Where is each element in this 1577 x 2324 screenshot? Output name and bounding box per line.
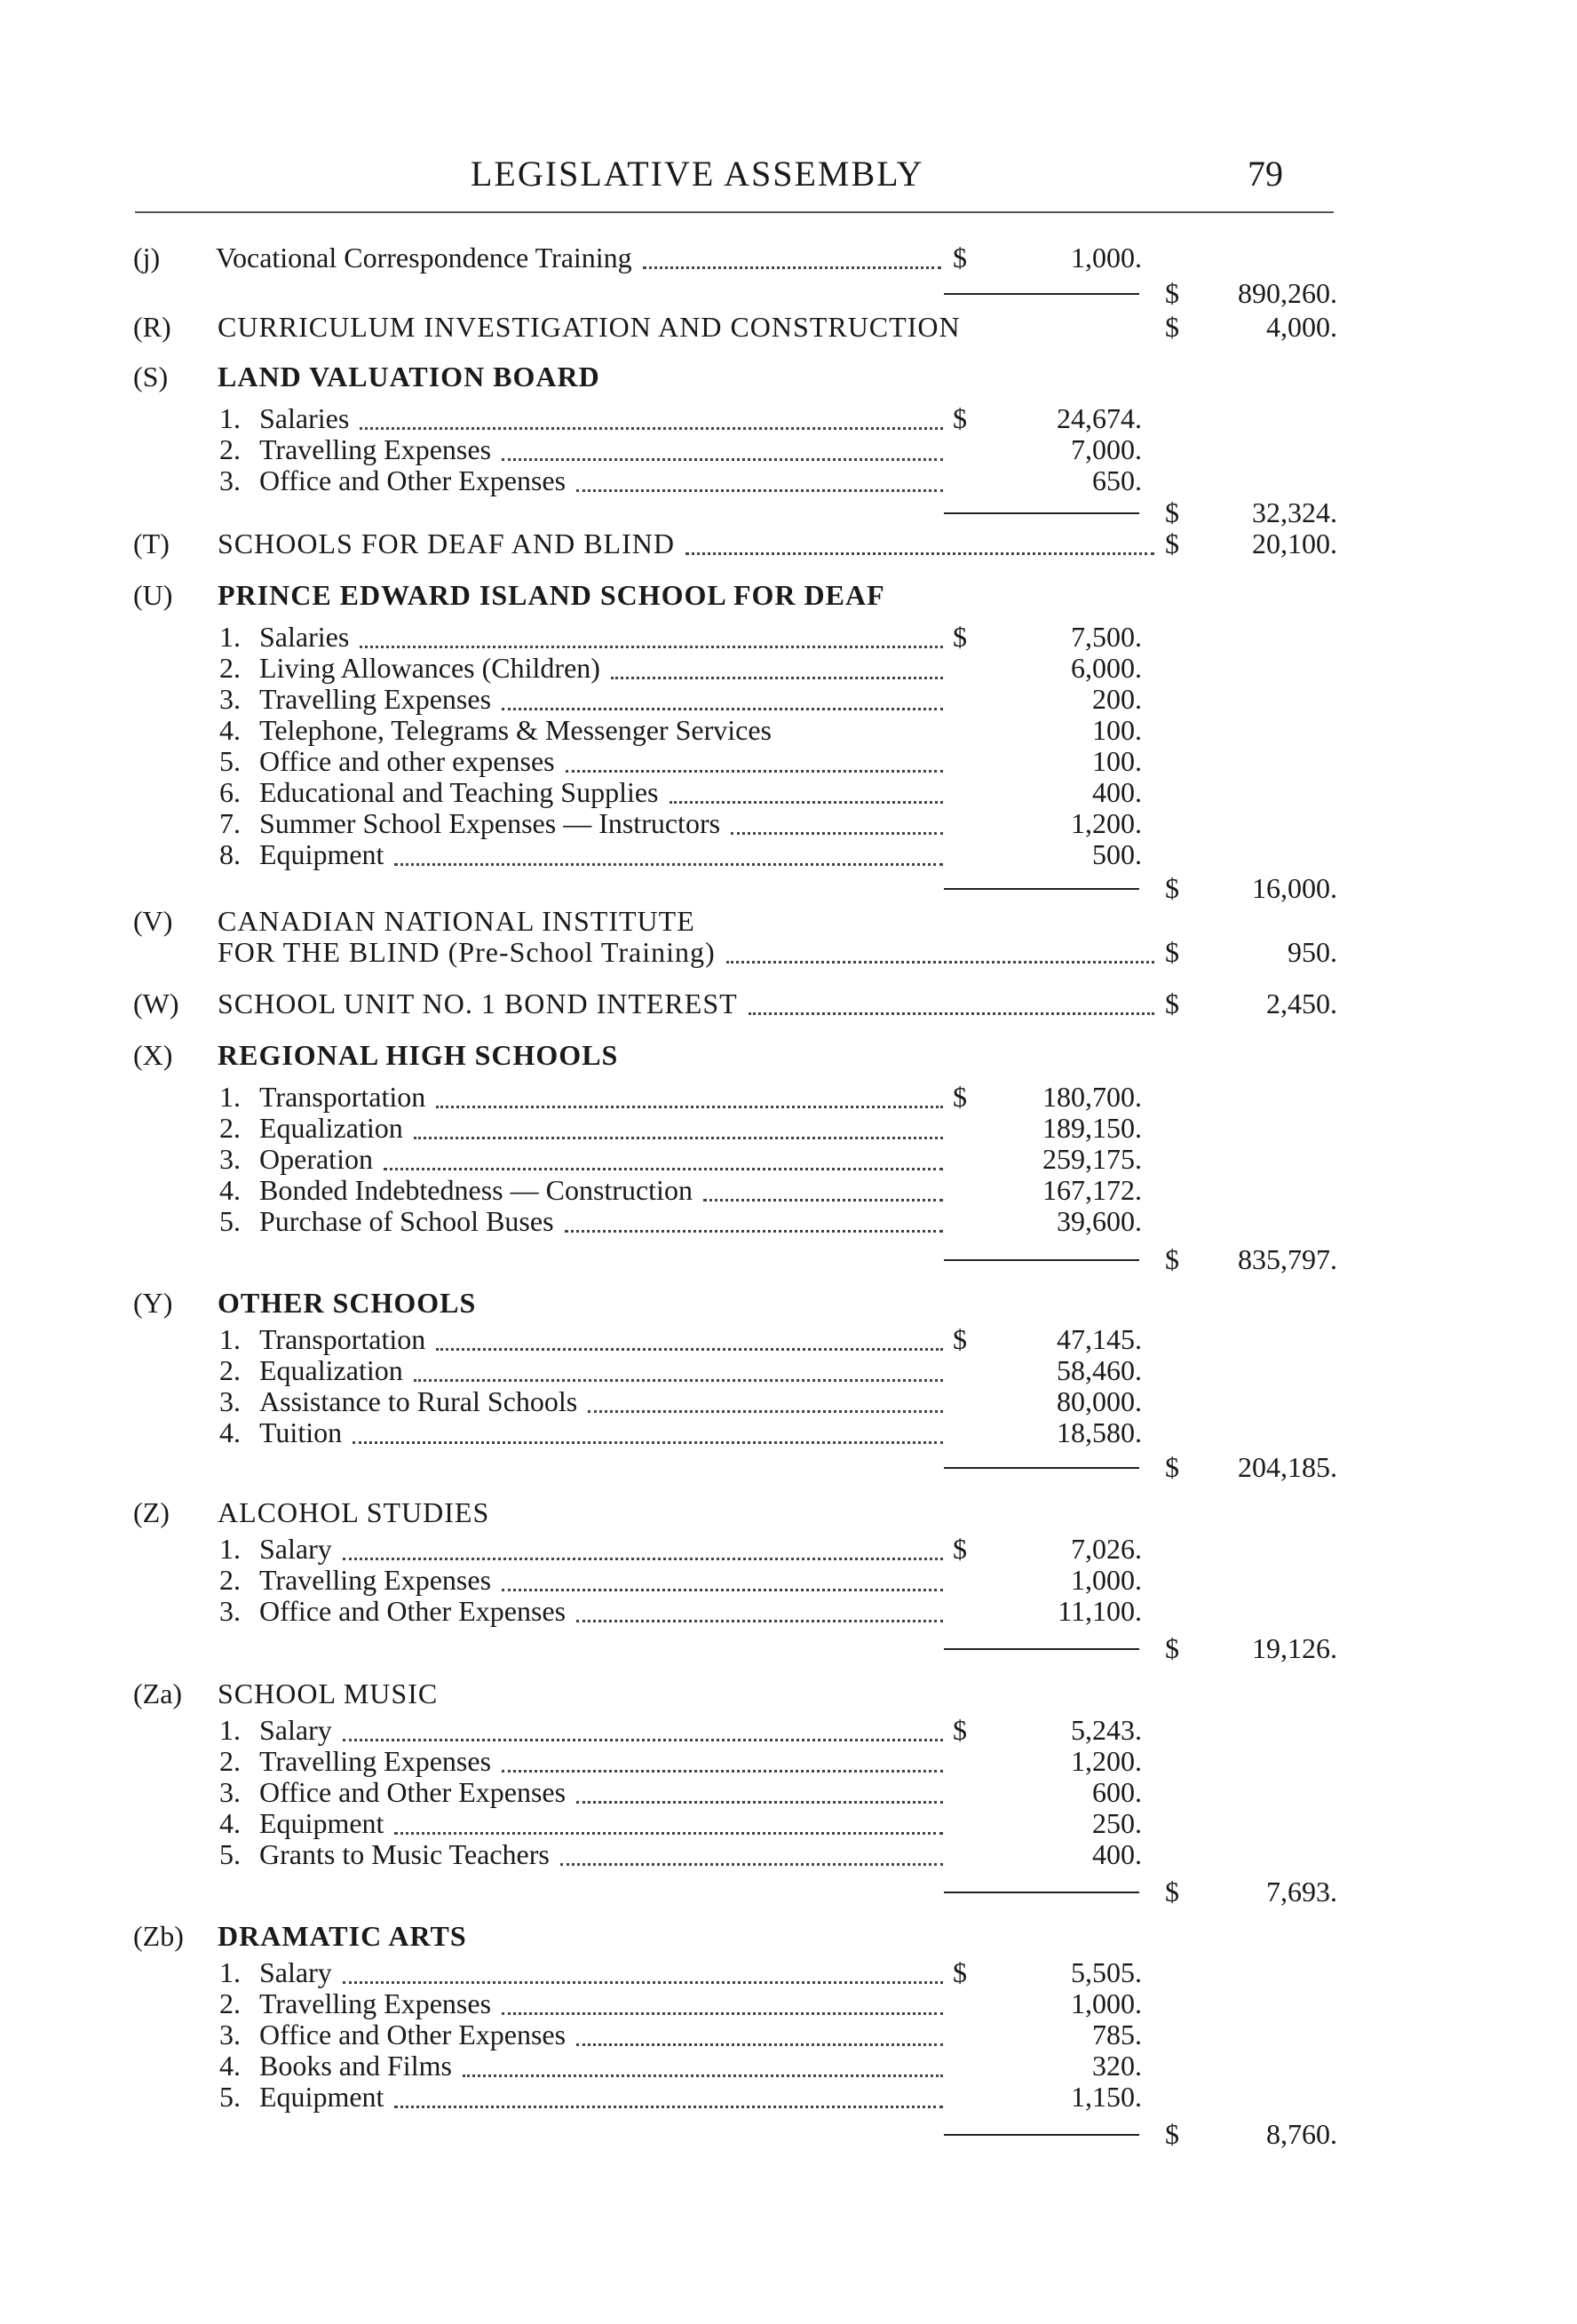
ledger-row-heading	[0, 1920, 1577, 1952]
item-number: 2.	[219, 1112, 241, 1144]
ledger-row-total	[0, 2118, 1577, 2150]
item-label: Equipment	[259, 1807, 384, 1839]
item-number: 2.	[219, 1354, 241, 1386]
dollar-sign: $	[1165, 1451, 1179, 1483]
item-amount: 189,150.	[1042, 1112, 1142, 1144]
subtotal-rule	[944, 1892, 1139, 1893]
section-total: 8,760.	[1266, 2118, 1337, 2150]
item-number: 1.	[219, 1956, 241, 1988]
section-letter: (V)	[133, 905, 173, 937]
section-total: 7,693.	[1266, 1876, 1337, 1908]
dollar-sign: $	[1165, 311, 1179, 343]
dot-leader	[670, 797, 944, 804]
ledger-row-heading	[0, 1496, 1577, 1528]
dot-leader	[502, 1585, 943, 1591]
item-amount: 180,700.	[1042, 1081, 1142, 1113]
item-amount: 785.	[1092, 2019, 1142, 2050]
item-amount: 1,200.	[1071, 1745, 1142, 1777]
ledger-row-item	[0, 745, 1577, 777]
item-amount: 7,000.	[1071, 433, 1142, 465]
ledger-row-item	[0, 1807, 1577, 1839]
section-total: 204,185.	[1238, 1451, 1337, 1483]
ledger-row-item	[0, 683, 1577, 715]
header-rule	[135, 211, 1334, 213]
dot-leader	[414, 1133, 943, 1139]
ledger-row-item	[0, 1081, 1577, 1113]
ledger-row-item	[0, 1385, 1577, 1417]
item-amount: 100.	[1092, 745, 1142, 777]
dot-leader	[611, 673, 943, 679]
item-number: 2.	[219, 1564, 241, 1596]
item-number: 4.	[219, 1174, 241, 1206]
item-label: Office and other expenses	[259, 745, 555, 777]
item-number: 3.	[219, 683, 241, 715]
ledger-row-item	[0, 1416, 1577, 1448]
dollar-sign: $	[953, 242, 967, 274]
ledger-row-heading	[0, 361, 1577, 393]
item-amount: 500.	[1092, 838, 1142, 870]
ledger-row-item	[0, 1714, 1577, 1746]
item-number: 2.	[219, 433, 241, 465]
item-number: 2.	[219, 1745, 241, 1777]
item-amount: 250.	[1092, 1807, 1142, 1839]
dollar-sign: $	[953, 621, 967, 653]
ledger-row-item	[0, 1174, 1577, 1206]
item-number: 7.	[219, 807, 241, 839]
item-number: 4.	[219, 2050, 241, 2082]
dollar-sign: $	[953, 1323, 967, 1355]
ledger-row-total	[0, 1243, 1577, 1275]
item-number: 3.	[219, 464, 241, 496]
section-heading: CURRICULUM INVESTIGATION AND CONSTRUCTION	[218, 311, 961, 343]
dot-leader	[394, 860, 943, 866]
item-amount: 80,000.	[1057, 1385, 1142, 1417]
section-letter: (Z)	[133, 1496, 170, 1528]
dot-leader	[384, 1164, 943, 1170]
item-amount: 6,000.	[1071, 652, 1142, 684]
item-label: Travelling Expenses	[259, 1564, 492, 1596]
section-total: 4,000.	[1266, 311, 1337, 343]
ledger-row-item	[0, 2019, 1577, 2050]
item-number: 3.	[219, 2019, 241, 2050]
item-label: Salaries	[259, 402, 350, 434]
dot-leader	[643, 263, 941, 269]
item-number: 1.	[219, 621, 241, 653]
dot-leader	[436, 1102, 943, 1108]
section-letter: (Y)	[133, 1287, 173, 1319]
ledger-row-item	[0, 1143, 1577, 1175]
section-heading: REGIONAL HIGH SCHOOLS	[218, 1039, 619, 1071]
dot-leader	[749, 1009, 1154, 1015]
ledger-row-heading	[0, 1287, 1577, 1319]
item-label: Travelling Expenses	[259, 1987, 492, 2019]
item-number: 3.	[219, 1385, 241, 1417]
item-label: Grants to Music Teachers	[259, 1838, 550, 1870]
ledger-row-total	[0, 1451, 1577, 1483]
section-total: 890,260.	[1238, 277, 1337, 309]
item-label: Office and Other Expenses	[259, 1595, 567, 1627]
item-number: 2.	[219, 1987, 241, 2019]
section-letter: (T)	[133, 527, 170, 559]
item-amount: 400.	[1092, 776, 1142, 808]
item-label: Purchase of School Buses	[259, 1205, 554, 1237]
dollar-sign: $	[1165, 1632, 1179, 1664]
section-heading: SCHOOL MUSIC	[218, 1678, 439, 1709]
dollar-sign: $	[953, 1956, 967, 1988]
item-number: 6.	[219, 776, 241, 808]
dollar-sign: $	[1165, 872, 1179, 904]
item-amount: 5,243.	[1071, 1714, 1142, 1746]
item-amount: 650.	[1092, 464, 1142, 496]
item-amount: 600.	[1092, 1776, 1142, 1808]
item-label: Transportation	[259, 1323, 426, 1355]
ledger-row-item	[0, 1564, 1577, 1596]
section-heading: DRAMATIC ARTS	[218, 1920, 467, 1952]
ledger-row-item	[0, 652, 1577, 684]
dot-leader	[726, 957, 1154, 964]
dot-leader	[685, 549, 1154, 555]
subtotal-rule	[944, 512, 1139, 514]
item-number: 3.	[219, 1595, 241, 1627]
dot-leader	[576, 486, 943, 492]
dollar-sign: $	[1165, 277, 1179, 309]
section-letter: (S)	[133, 361, 169, 393]
dollar-sign: $	[1165, 1876, 1179, 1908]
item-label: Travelling Expenses	[259, 683, 492, 715]
ledger-row-heading	[0, 1039, 1577, 1071]
item-amount: 167,172.	[1042, 1174, 1142, 1206]
section-letter: (Zb)	[133, 1920, 184, 1952]
dot-leader	[502, 455, 943, 461]
ledger-row-item	[0, 1745, 1577, 1777]
section-letter: (X)	[133, 1039, 173, 1071]
item-amount: 400.	[1092, 1838, 1142, 1870]
item-amount: 39,600.	[1057, 1205, 1142, 1237]
page-title: LEGISLATIVE ASSEMBLY	[471, 154, 924, 194]
item-label: Assistance to Rural Schools	[259, 1385, 578, 1417]
item-amount: 1,200.	[1071, 807, 1142, 839]
item-number: 1.	[219, 1323, 241, 1355]
subtotal-rule	[944, 1467, 1139, 1469]
item-label: Office and Other Expenses	[259, 2019, 567, 2050]
section-letter: (W)	[133, 988, 179, 1019]
item-number: 5.	[219, 1838, 241, 1870]
ledger-row-item	[0, 621, 1577, 653]
item-label: Summer School Expenses — Instructors	[259, 807, 721, 839]
ledger-row-item	[0, 838, 1577, 870]
dot-leader	[588, 1407, 943, 1413]
section-heading: OTHER SCHOOLS	[218, 1287, 477, 1319]
dot-leader	[703, 1195, 943, 1202]
ledger-row-total	[0, 277, 1577, 309]
item-label: Tuition	[259, 1416, 343, 1448]
item-number: 2.	[219, 652, 241, 684]
ledger-row-item	[0, 433, 1577, 465]
item-amount: 1,000.	[1071, 1987, 1142, 2019]
section-total: 32,324.	[1252, 496, 1337, 528]
item-amount: 259,175.	[1042, 1143, 1142, 1175]
item-amount: 7,026.	[1071, 1533, 1142, 1565]
ledger-row-item	[0, 1987, 1577, 2019]
ledger-row-item	[0, 1838, 1577, 1870]
item-amount: 58,460.	[1057, 1354, 1142, 1386]
item-amount: 7,500.	[1071, 621, 1142, 653]
dot-leader	[566, 766, 943, 773]
item-label: Operation	[259, 1143, 373, 1175]
subtotal-rule	[944, 1259, 1139, 1261]
ledger-row-item	[0, 2081, 1577, 2113]
dot-leader	[576, 1616, 943, 1622]
ledger-row-item	[0, 2050, 1577, 2082]
dot-leader	[731, 829, 943, 835]
item-amount: 1,150.	[1071, 2081, 1142, 2113]
section-letter: (U)	[133, 579, 173, 611]
item-number: 3.	[219, 1143, 241, 1175]
ledger-row-item	[0, 714, 1577, 746]
item-label: Office and Other Expenses	[259, 464, 567, 496]
item-label: Books and Films	[259, 2050, 452, 2082]
ledger-row-item	[0, 1956, 1577, 1988]
ledger-row-item	[0, 1205, 1577, 1237]
item-label: Salary	[259, 1956, 332, 1988]
dot-leader	[360, 642, 943, 648]
item-number: 4.	[219, 1807, 241, 1839]
section-heading: SCHOOLS FOR DEAF AND BLIND	[218, 527, 675, 559]
ledger-row-total	[0, 1876, 1577, 1908]
ledger-row-item	[0, 1323, 1577, 1355]
dot-leader	[353, 1438, 943, 1444]
item-amount: 11,100.	[1058, 1595, 1142, 1627]
section-letter: (j)	[133, 242, 161, 274]
item-label: Telephone, Telegrams & Messenger Services	[259, 714, 772, 746]
section-total: 950.	[1288, 936, 1337, 968]
item-label: Office and Other Expenses	[259, 1776, 567, 1808]
section-heading: LAND VALUATION BOARD	[218, 361, 600, 393]
ledger-row-item	[0, 242, 1577, 274]
dollar-sign: $	[953, 402, 967, 434]
dot-leader	[343, 1735, 943, 1741]
item-label: Equalization	[259, 1112, 403, 1144]
dot-leader	[414, 1376, 943, 1382]
ledger-row-item	[0, 807, 1577, 839]
ledger-row-total	[0, 496, 1577, 528]
ledger-row-item	[0, 402, 1577, 434]
ledger-row-total	[0, 872, 1577, 904]
section-letter: (R)	[133, 311, 171, 343]
ledger-row-item	[0, 776, 1577, 808]
item-number: 5.	[219, 745, 241, 777]
dot-leader	[436, 1344, 943, 1351]
ledger-row-heading	[0, 311, 1577, 343]
dot-leader	[502, 704, 943, 710]
dot-leader	[360, 424, 943, 430]
subtotal-rule	[944, 1648, 1139, 1650]
item-amount: 47,145.	[1057, 1323, 1142, 1355]
dollar-sign: $	[1165, 936, 1179, 968]
item-label: Equalization	[259, 1354, 403, 1386]
dollar-sign: $	[1165, 2118, 1179, 2150]
section-total: 2,450.	[1266, 988, 1337, 1019]
subtotal-rule	[944, 2134, 1139, 2136]
item-amount: 5,505.	[1071, 1956, 1142, 1988]
item-label: Educational and Teaching Supplies	[259, 776, 659, 808]
section-heading: PRINCE EDWARD ISLAND SCHOOL FOR DEAF	[218, 579, 885, 611]
dollar-sign: $	[1165, 988, 1179, 1019]
item-label: Salary	[259, 1533, 332, 1565]
dot-leader	[576, 2040, 943, 2046]
page-header	[0, 153, 1577, 197]
dollar-sign: $	[953, 1714, 967, 1746]
item-amount: 1,000.	[1071, 1564, 1142, 1596]
item-amount: 200.	[1092, 683, 1142, 715]
item-amount: 320.	[1092, 2050, 1142, 2082]
ledger-row-item	[0, 1776, 1577, 1808]
item-label: Travelling Expenses	[259, 1745, 492, 1777]
item-label: Vocational Correspondence Training	[216, 242, 632, 274]
item-amount: 18,580.	[1057, 1416, 1142, 1448]
dot-leader	[394, 2102, 943, 2108]
dot-leader	[502, 2009, 943, 2015]
section-total: 19,126.	[1252, 1632, 1337, 1664]
item-number: 1.	[219, 1081, 241, 1113]
item-amount: 1,000.	[1071, 242, 1142, 274]
section-heading: FOR THE BLIND (Pre-School Training)	[218, 936, 716, 968]
subtotal-rule	[944, 293, 1139, 295]
item-label: Living Allowances (Children)	[259, 652, 600, 684]
dollar-sign: $	[953, 1533, 967, 1565]
item-number: 5.	[219, 1205, 241, 1237]
dollar-sign: $	[953, 1081, 967, 1113]
ledger-row-heading	[0, 936, 1577, 968]
section-heading: SCHOOL UNIT NO. 1 BOND INTEREST	[218, 988, 738, 1019]
item-number: 4.	[219, 714, 241, 746]
section-heading: CANADIAN NATIONAL INSTITUTE	[218, 905, 695, 937]
dot-leader	[565, 1226, 943, 1233]
page-number: 79	[1248, 154, 1283, 194]
item-label: Transportation	[259, 1081, 426, 1113]
ledger-row-heading	[0, 905, 1577, 937]
dot-leader	[394, 1828, 943, 1835]
section-letter: (Za)	[133, 1678, 183, 1709]
item-number: 5.	[219, 2081, 241, 2113]
ledger-row-item	[0, 1533, 1577, 1565]
item-label: Travelling Expenses	[259, 433, 492, 465]
dot-leader	[463, 2071, 943, 2077]
dot-leader	[560, 1860, 943, 1866]
dollar-sign: $	[1165, 1243, 1179, 1275]
dollar-sign: $	[1165, 527, 1179, 559]
section-total: 20,100.	[1252, 527, 1337, 559]
ledger-row-heading	[0, 579, 1577, 611]
dot-leader	[343, 1554, 943, 1560]
item-label: Salaries	[259, 621, 350, 653]
ledger-row-item	[0, 1595, 1577, 1627]
subtotal-rule	[944, 888, 1139, 890]
item-number: 1.	[219, 402, 241, 434]
item-number: 4.	[219, 1416, 241, 1448]
ledger-row-item	[0, 1112, 1577, 1144]
item-number: 1.	[219, 1533, 241, 1565]
ledger-row-total	[0, 1632, 1577, 1664]
item-label: Equipment	[259, 2081, 384, 2113]
dot-leader	[576, 1797, 943, 1804]
section-total: 16,000.	[1252, 872, 1337, 904]
dot-leader	[502, 1766, 943, 1773]
dollar-sign: $	[1165, 496, 1179, 528]
item-number: 1.	[219, 1714, 241, 1746]
dot-leader	[343, 1978, 943, 1984]
item-label: Equipment	[259, 838, 384, 870]
ledger-row-heading	[0, 527, 1577, 559]
item-number: 8.	[219, 838, 241, 870]
item-label: Salary	[259, 1714, 332, 1746]
section-total: 835,797.	[1238, 1243, 1337, 1275]
section-heading: ALCOHOL STUDIES	[218, 1496, 490, 1528]
item-label: Bonded Indebtedness — Construction	[259, 1174, 693, 1206]
ledger-row-heading	[0, 988, 1577, 1019]
item-amount: 100.	[1092, 714, 1142, 746]
ledger-row-heading	[0, 1678, 1577, 1709]
item-amount: 24,674.	[1057, 402, 1142, 434]
item-number: 3.	[219, 1776, 241, 1808]
ledger-row-item	[0, 464, 1577, 496]
ledger-row-item	[0, 1354, 1577, 1386]
